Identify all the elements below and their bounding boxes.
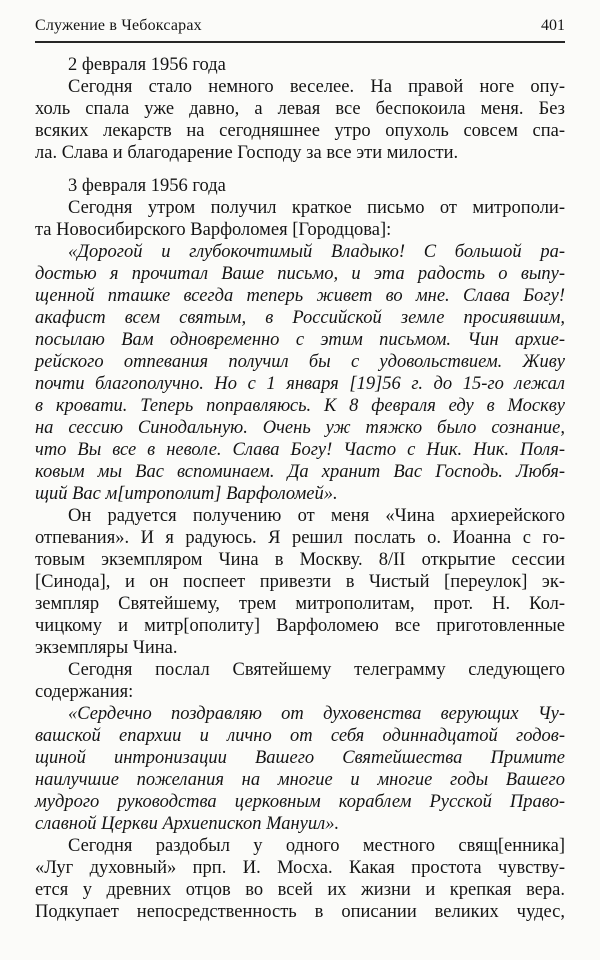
text-line: содержания:: [35, 682, 134, 702]
text-line: на сессию Синодальную. Очень уж тяжко было сознание,: [35, 418, 565, 438]
text-line: славной Церкви Архиепископ Мануил».: [35, 814, 340, 834]
text-line: та Новосибирского Варфоломея [Городцова]:: [35, 220, 392, 240]
text-line: акафист всем святым, в Российской земле просиявшим,: [35, 308, 565, 328]
text-line: щенной пташке всегда теперь живет во мне. Слава Богу!: [35, 286, 565, 306]
text-line: Сегодня раздобыл у одного местного свящ[енника]: [68, 836, 565, 856]
text-line: «Сердечно поздравляю от духовенства верующих Чу-: [68, 704, 565, 724]
text-line: земпляр Святейшему, трем митрополитам, прот. Н. Кол-: [35, 594, 565, 614]
text-line: почти благополучно. Но с 1 января [19]56 г. до 15-го лежал: [35, 374, 565, 394]
text-line: товым экземпляром Чина в Москву. 8/II открытие сессии: [35, 550, 565, 570]
body-paragraph: [35, 505, 565, 659]
text-line: Подкупает непосредственность в описании великих чудес,: [35, 902, 565, 922]
quote-paragraph: [35, 241, 565, 505]
text-line: щиной интронизации Вашего Святейшества Примите: [35, 748, 565, 768]
text-line: холь спала уже давно, а левая все беспокоила меня. Без: [35, 99, 565, 119]
text-line: в кровати. Теперь поправляюсь. К 8 февраля еду в Москву: [35, 396, 565, 416]
date-heading: [35, 175, 565, 197]
page-number: 401: [541, 17, 565, 34]
date-heading: [35, 54, 565, 76]
text-line: «Дорогой и глубокочтимый Владыко! С большой ра-: [68, 242, 565, 262]
body-paragraph: [35, 197, 565, 241]
text-line: всяких лекарств на сегодняшнее утро опухоль совсем спа-: [35, 121, 565, 141]
running-head: [35, 16, 565, 43]
text-line: Сегодня стало немного веселее. На правой ноге опу-: [68, 77, 565, 97]
text-line: ла. Слава и благодарение Господу за все эти милости.: [35, 143, 459, 163]
text-line: «Луг духовный» прп. И. Мосха. Какая простота чувству-: [35, 858, 565, 878]
body-paragraph: [35, 835, 565, 923]
text-line: щий Вас м[итрополит] Варфоломей».: [35, 484, 338, 504]
running-head-title: Служение в Чебоксарах: [35, 17, 202, 34]
text-line: [Синода], и он поспеет привезти в Чистый [переулок] эк-: [35, 572, 565, 592]
text-line: вашской епархии и лично от себя одиннадцатой годов-: [35, 726, 565, 746]
text-line: 3 февраля 1956 года: [68, 176, 226, 196]
text-line: чицкому и митр[ополиту] Варфоломею все приготовленные: [35, 616, 565, 636]
text-line: посылаю Вам одновременно с этим письмом. Чин архие-: [35, 330, 565, 350]
text-line: что Вы все в неволе. Слава Богу! Часто с Ник. Ник. Поля-: [35, 440, 565, 460]
text-line: мудрого руководства церковным кораблем Русской Право-: [35, 792, 565, 812]
text-line: Он радуется получению от меня «Чина архиерейского: [68, 506, 565, 526]
page-body: [35, 54, 565, 923]
body-paragraph: [35, 659, 565, 703]
text-line: Сегодня послал Святейшему телеграмму следующего: [68, 660, 565, 680]
quote-paragraph: [35, 703, 565, 835]
text-line: рейского отпевания получил бы с удовольствием. Живу: [35, 352, 565, 372]
text-line: экземпляры Чина.: [35, 638, 178, 658]
text-line: Сегодня утром получил краткое письмо от митрополи-: [68, 198, 565, 218]
text-line: наилучшие пожелания на многие и многие годы Вашего: [35, 770, 565, 790]
text-line: отпевания». И я радуюсь. Я решил послать о. Иоанна с го-: [35, 528, 565, 548]
text-line: достью я прочитал Ваше письмо, и эта радость о выпу-: [35, 264, 565, 284]
text-line: ковым мы Вас вспоминаем. Да хранит Вас Господь. Любя-: [35, 462, 565, 482]
text-line: 2 февраля 1956 года: [68, 55, 226, 75]
text-line: ется у древних отцов во всей их жизни и крепкая вера.: [35, 880, 565, 900]
body-paragraph: [35, 76, 565, 164]
